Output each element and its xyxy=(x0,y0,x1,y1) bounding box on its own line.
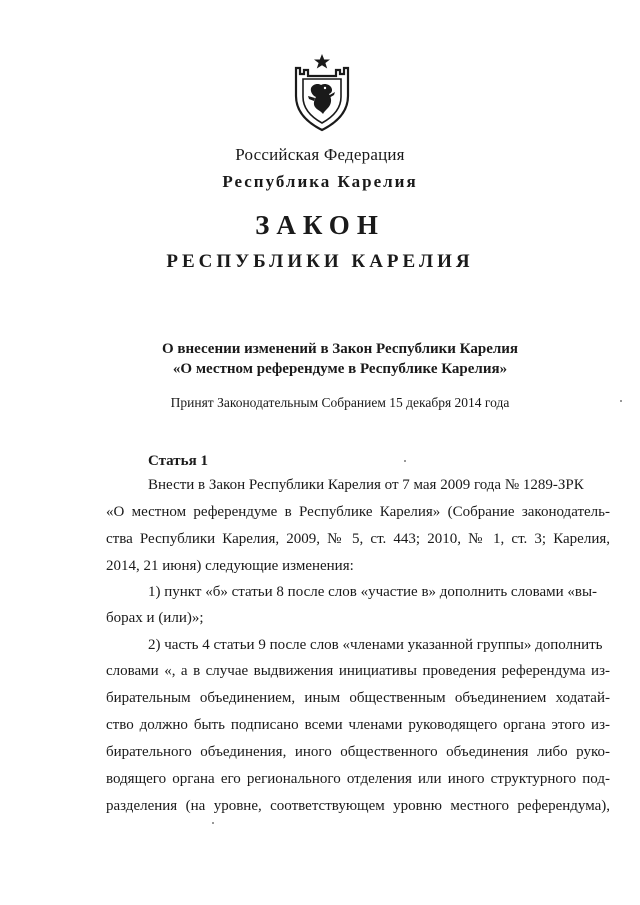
country-name: Российская Федерация xyxy=(235,145,405,164)
document-title-line: «О местном референдуме в Республике Карелия» xyxy=(172,361,508,377)
scan-speck xyxy=(620,400,622,402)
article-line: 2014, 21 июня) следующие изменения: xyxy=(106,558,354,574)
document-title xyxy=(120,339,560,379)
article-line: ства Республики Карелия, 2009, № 5, ст. 443; 2010, № 1, ст. 3; Карелия, xyxy=(106,531,610,547)
article-line: ство должно быть подписано всеми членами руководящего органа этого из- xyxy=(106,717,610,733)
scan-speck xyxy=(404,460,406,462)
article-line: 1) пункт «б» статьи 8 после слов «участие в» дополнить словами «вы- xyxy=(148,584,598,600)
article-line: словами «, а в случае выдвижения инициативы проведения референдума из- xyxy=(106,663,610,679)
scan-speck xyxy=(212,822,214,824)
article-line: борах и (или)»; xyxy=(106,610,204,626)
adoption-note: Принят Законодательным Собранием 15 декабря 2014 года xyxy=(170,395,510,410)
article-line: бирательного объединения, иного общественного объединения либо руко- xyxy=(106,744,610,760)
article-line: «О местном референдуме в Республике Карелия» (Собрание законодатель- xyxy=(106,504,610,520)
article-line: 2) часть 4 статьи 9 после слов «членами указанной группы» дополнить xyxy=(148,637,603,653)
law-title: ЗАКОН xyxy=(255,210,385,240)
article-heading: Статья 1 xyxy=(148,453,208,469)
document-title-line: О внесении изменений в Закон Республики Карелия xyxy=(161,341,519,357)
article-line: бирательным объединением, иным общественным объединением ходатай- xyxy=(106,690,610,706)
article-line: водящего органа его регионального отделения или иного структурного под- xyxy=(106,771,610,787)
law-subtitle: РЕСПУБЛИКИ КАРЕЛИЯ xyxy=(166,251,474,272)
article-line: Внести в Закон Республики Карелия от 7 мая 2009 года № 1289-ЗРК xyxy=(148,477,584,493)
article-line: разделения (на уровне, соответствующем уровню местного референдума), xyxy=(106,798,610,814)
karelia-coat-of-arms-icon xyxy=(294,52,350,132)
republic-name: Республика Карелия xyxy=(222,172,418,191)
